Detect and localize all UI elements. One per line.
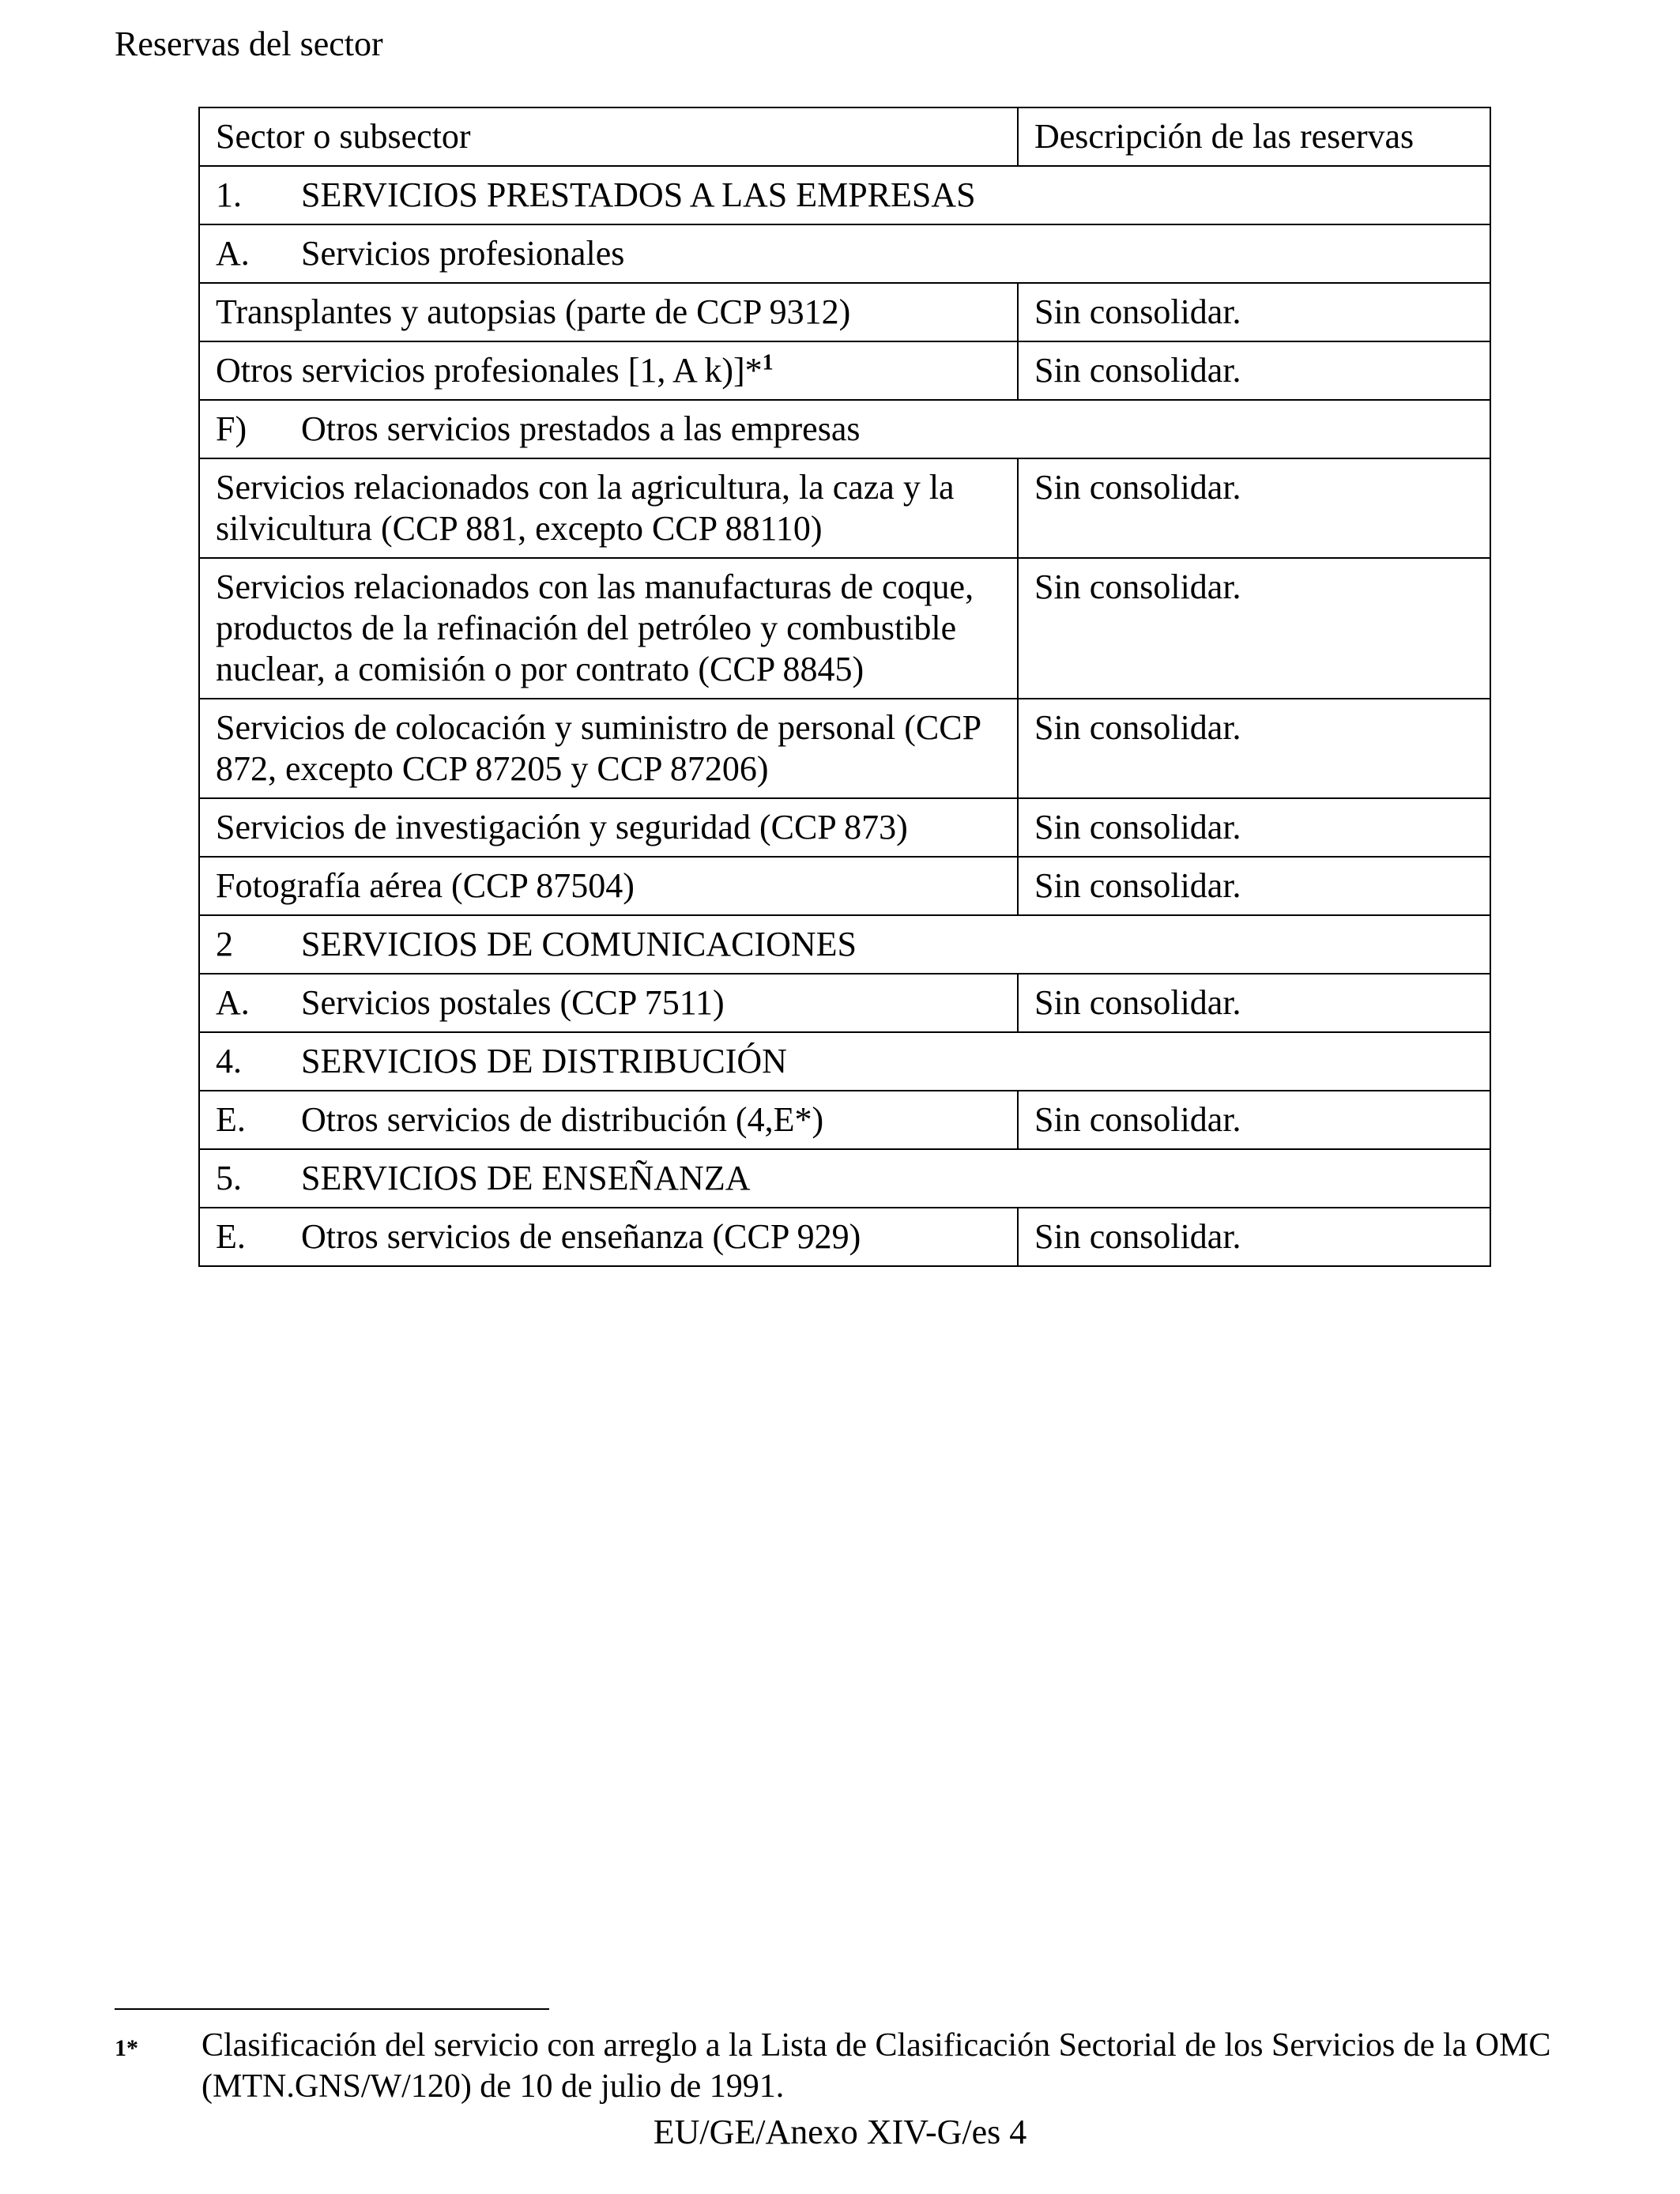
section-number: 2	[216, 925, 233, 963]
sector-cell	[199, 1208, 1018, 1266]
section-cell	[199, 400, 1490, 458]
section-title: SERVICIOS DE COMUNICACIONES	[301, 925, 857, 963]
sector-cell	[199, 699, 1018, 798]
section-cell	[199, 224, 1490, 283]
footnote-text: Clasificación del servicio con arreglo a la Lista de Clasificación Sectorial de los Servicios de la OMC (MTN.GNS/W/120) de 10 de julio de 1991.	[202, 2027, 1551, 2105]
reservation-cell: Sin consolidar.	[1018, 857, 1490, 915]
sector-text: Otros servicios profesionales [1, A k)]*	[216, 351, 763, 390]
section-cell	[199, 915, 1490, 974]
section-row	[199, 166, 1490, 224]
sector-text: Otros servicios de distribución (4,E*)	[301, 1100, 824, 1139]
table-header-row	[199, 107, 1490, 166]
table-row	[199, 798, 1490, 857]
table-row	[199, 283, 1490, 341]
column-header-sector: Sector o subsector	[199, 107, 1018, 166]
section-number: 5.	[216, 1159, 242, 1197]
section-title: Servicios profesionales	[301, 234, 625, 273]
table-row	[199, 699, 1490, 798]
sector-text: Servicios relacionados con las manufacturas de coque, productos de la refinación del petróleo y combustible nuclear, a comisión o por contrato (CCP 8845)	[216, 567, 974, 688]
sector-cell	[199, 558, 1018, 699]
section-cell	[199, 1149, 1490, 1208]
section-number: F)	[216, 409, 247, 448]
section-row	[199, 400, 1490, 458]
footnote-reference: 1	[762, 350, 774, 375]
section-row	[199, 915, 1490, 974]
footnote-marker: 1*	[115, 2035, 138, 2061]
section-row	[199, 224, 1490, 283]
sector-text: Transplantes y autopsias (parte de CCP 9312)	[216, 292, 851, 331]
table-row	[199, 558, 1490, 699]
sector-text: Servicios de investigación y seguridad (CCP 873)	[216, 808, 908, 846]
section-row	[199, 1032, 1490, 1091]
table-row	[199, 1091, 1490, 1149]
table-row	[199, 974, 1490, 1032]
section-title: SERVICIOS DE DISTRIBUCIÓN	[301, 1042, 787, 1080]
sector-cell	[199, 798, 1018, 857]
section-title: Otros servicios prestados a las empresas	[301, 409, 861, 448]
table-row	[199, 857, 1490, 915]
sector-text: Servicios relacionados con la agricultura, la caza y la silvicultura (CCP 881, excepto CCP 88110)	[216, 468, 955, 548]
sector-cell	[199, 1091, 1018, 1149]
item-number: E.	[216, 1217, 246, 1256]
reservation-cell: Sin consolidar.	[1018, 458, 1490, 558]
sector-cell	[199, 857, 1018, 915]
reservation-cell: Sin consolidar.	[1018, 974, 1490, 1032]
section-number: A.	[216, 234, 250, 273]
footnote-separator	[115, 2008, 549, 2010]
reservation-cell: Sin consolidar.	[1018, 1091, 1490, 1149]
table-row	[199, 458, 1490, 558]
column-header-descripcion: Descripción de las reservas	[1018, 107, 1490, 166]
table-row	[199, 341, 1490, 400]
reservations-table	[198, 107, 1491, 1267]
page-reference: EU/GE/Anexo XIV-G/es 4	[653, 2113, 1027, 2151]
reservation-cell: Sin consolidar.	[1018, 341, 1490, 400]
reservation-cell: Sin consolidar.	[1018, 558, 1490, 699]
sector-text: Servicios de colocación y suministro de personal (CCP 872, excepto CCP 87205 y CCP 87206)	[216, 708, 981, 788]
sector-text: Otros servicios de enseñanza (CCP 929)	[301, 1217, 861, 1256]
table-body	[199, 107, 1490, 1266]
reservation-cell: Sin consolidar.	[1018, 699, 1490, 798]
section-title: SERVICIOS PRESTADOS A LAS EMPRESAS	[301, 175, 976, 214]
section-heading: Reservas del sector	[115, 25, 383, 63]
reservation-cell: Sin consolidar.	[1018, 798, 1490, 857]
sector-cell	[199, 974, 1018, 1032]
sector-cell	[199, 458, 1018, 558]
section-row	[199, 1149, 1490, 1208]
section-number: 4.	[216, 1042, 242, 1080]
sector-text: Servicios postales (CCP 7511)	[301, 983, 725, 1022]
sector-cell	[199, 283, 1018, 341]
item-number: E.	[216, 1100, 246, 1139]
section-title: SERVICIOS DE ENSEÑANZA	[301, 1159, 751, 1197]
sector-text: Fotografía aérea (CCP 87504)	[216, 866, 635, 905]
footnote	[115, 2025, 1554, 2107]
section-number: 1.	[216, 175, 242, 214]
section-cell	[199, 166, 1490, 224]
reservation-cell: Sin consolidar.	[1018, 1208, 1490, 1266]
reservation-cell: Sin consolidar.	[1018, 283, 1490, 341]
item-number: A.	[216, 983, 250, 1022]
section-cell	[199, 1032, 1490, 1091]
table-row	[199, 1208, 1490, 1266]
sector-cell	[199, 341, 1018, 400]
